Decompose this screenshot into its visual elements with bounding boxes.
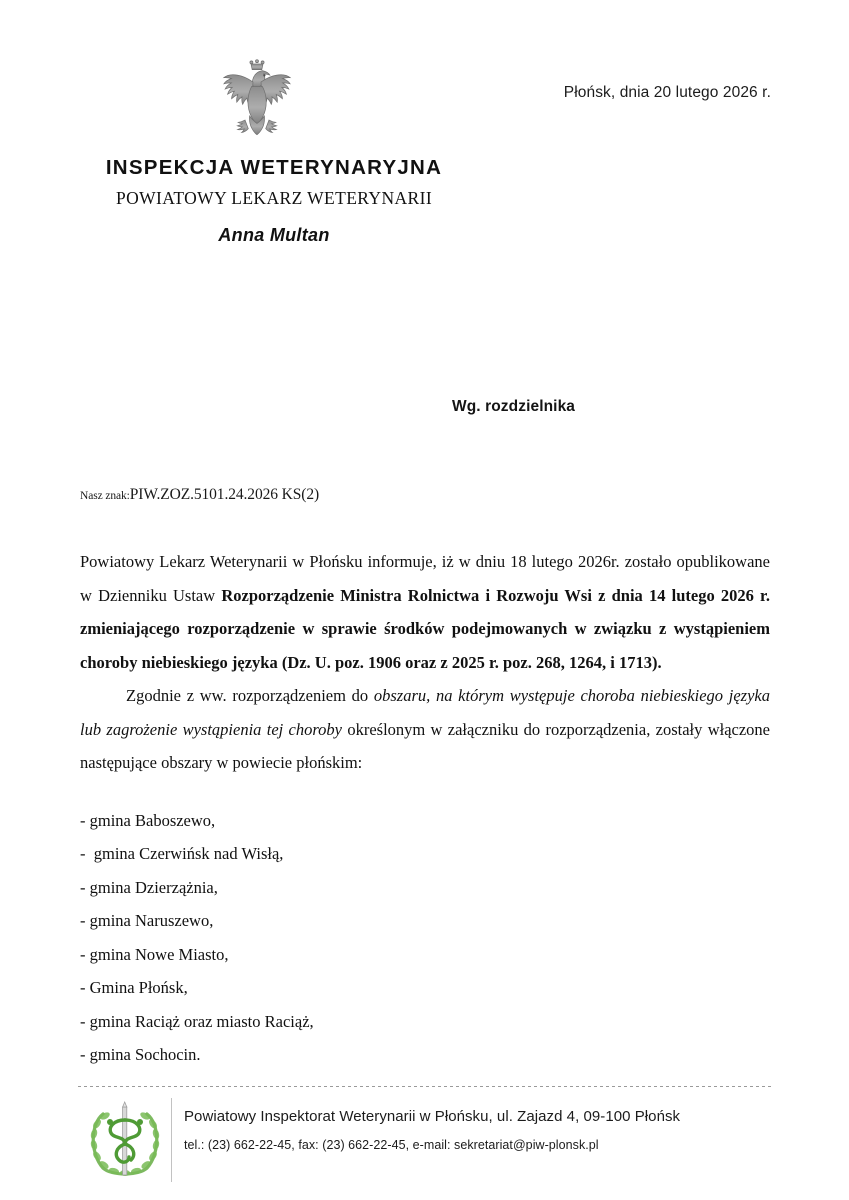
reference-label: Nasz znak:: [80, 490, 130, 502]
footer-contact: tel.: (23) 662-22-45, fax: (23) 662-22-45, e-mail: sekretariat@piw-plonsk.pl: [184, 1138, 599, 1152]
list-item: - gmina Czerwińsk nad Wisłą,: [80, 844, 284, 863]
paragraph-area-intro: Zgodnie z ww. rozporządzeniem do: [126, 686, 374, 705]
list-item: - Gmina Płońsk,: [80, 978, 188, 997]
list-item: - gmina Raciąż oraz miasto Raciąż,: [80, 1011, 314, 1031]
reference-line: [80, 486, 319, 504]
date-line: Płońsk, dnia 20 lutego 2026 r.: [563, 84, 771, 101]
footer-vertical-divider: [171, 1098, 172, 1182]
list-item: - gmina Baboszewo,: [80, 810, 216, 830]
paragraph-area-outro: określonym w załączniku do rozporządzenia, zostały włączone następujące obszary w powiecie płońskim:: [80, 719, 771, 772]
paragraph-announcement: [80, 545, 770, 679]
reference-value: PIW.ZOZ.5101.24.2026 KS(2): [129, 486, 320, 503]
footer-contact-block: [184, 1106, 680, 1155]
organisation-header: [0, 155, 548, 246]
footer-divider-dotted: [78, 1086, 771, 1087]
footer-address: Powiatowy Inspektorat Weterynarii w Płońsku, ul. Zajazd 4, 09-100 Płońsk: [184, 1108, 681, 1125]
list-item: - gmina Sochocin.: [80, 1045, 201, 1064]
caduceus-wreath-logo: [84, 1100, 166, 1182]
polish-eagle-emblem: [205, 52, 309, 152]
addressee-label: Wg. rozdzielnika: [452, 398, 576, 415]
office-title: POWIATOWY LEKARZ WETERYNARII: [115, 187, 433, 208]
paragraph-area-quoted-term: obszaru, na którym występuje choroba niebieskiego języka lub zagrożenie wystąpienia tej choroby: [80, 686, 770, 739]
list-item: - gmina Nowe Miasto,: [80, 944, 229, 964]
paragraph-announcement-regulation: Rozporządzenie Ministra Rolnictwa i Rozwoju Wsi z dnia 14 lutego 2026 r. zmieniającego rozporządzenie w sprawie środków podejmowanych w związku z wystąpieniem choroby niebieskiego języka (Dz. U. poz. 1906 oraz z 2025 r. poz. 268, 1264, i 1713).: [80, 585, 770, 672]
paragraph-area-definition: [80, 679, 770, 780]
page-footer: [78, 1096, 771, 1188]
letter-body: [80, 545, 770, 1072]
list-item: - gmina Dzierzążnia,: [80, 877, 218, 897]
list-item: - gmina Naruszewo,: [80, 911, 214, 930]
organisation-title: INSPEKCJA WETERYNARYJNA: [105, 156, 443, 179]
gmina-list: [80, 804, 770, 1072]
paragraph-announcement-intro: Powiatowy Lekarz Weterynarii w Płońsku informuje, iż w dniu 18 lutego 2026r. zostało opublikowane w Dzienniku Ustaw: [80, 552, 770, 605]
officer-name: Anna Multan: [218, 224, 330, 245]
